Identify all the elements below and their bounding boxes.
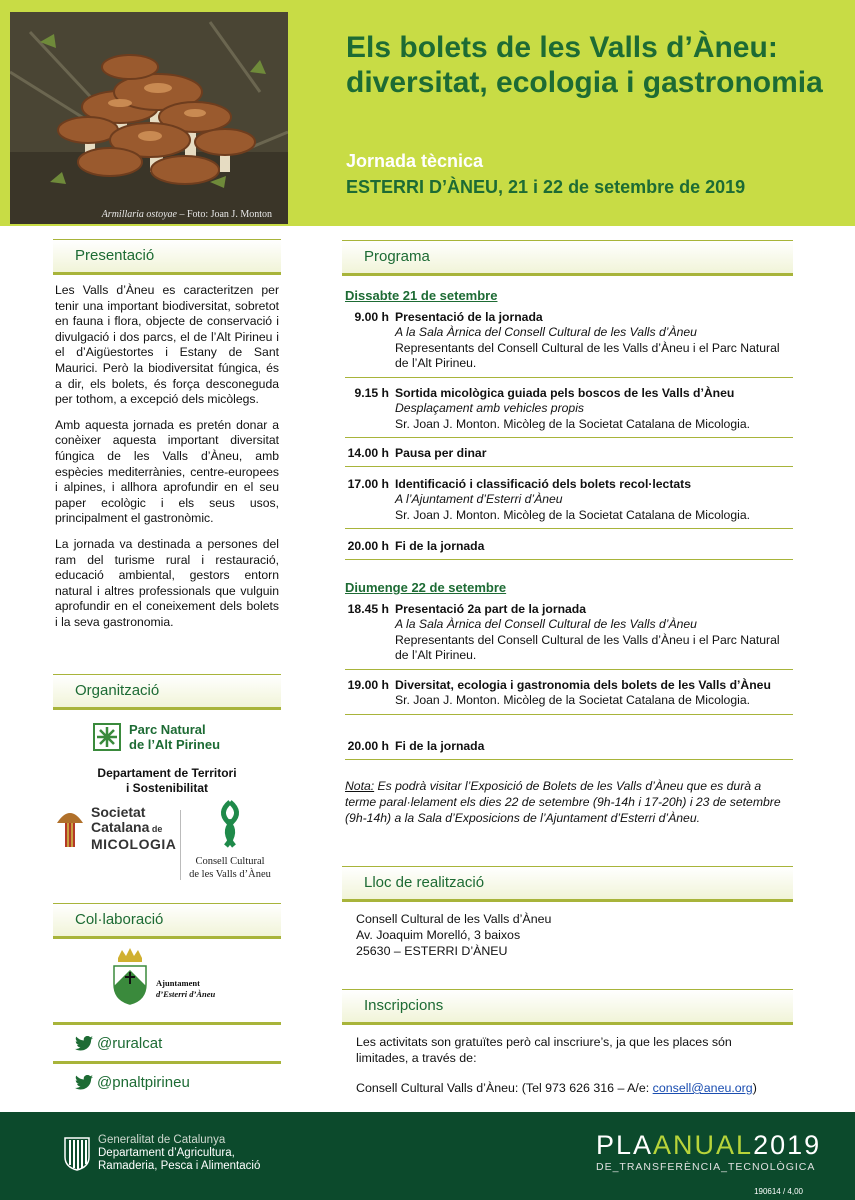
program-item: 9.00 h Presentació de la jornada A la Sala Àrnica del Consell Cultural de les Valls d’Àneu Representants del Consell Cultural de les Valls d’Àneu i el Parc Natural de l’Alt Pirineu. [345,310,793,378]
program-item: 20.00 h Fi de la jornada [345,739,793,760]
email-link[interactable]: consell@aneu.org [652,1081,753,1095]
divider [53,1022,281,1025]
twitter-pnaltpirineu-link[interactable]: @pnaltpirineu [75,1074,190,1091]
event-dates: ESTERRI D’ÀNEU, 21 i 22 de setembre de 2019 [346,177,746,197]
program-item: 19.00 h Diversitat, ecologia i gastronomia dels bolets de les Valls d’Àneu Sr. Joan J. Monton. Micòleg de la Societat Catalana de Micologia. [345,678,793,715]
generalitat-shield-icon [64,1137,90,1171]
section-header-lloc: Lloc de realització [342,866,793,902]
program-note: Nota: Es podrà visitar l’Exposició de Bolets de les Valls d’Àneu que es durà a terme paral·lelament els dies 22 de setembre (9h-14h i 17-20h) i 23 de setembre (9h-14h) a la Sala d’Exposicions de l’Ajuntament d’Esterri d’Àneu. [345,779,781,825]
parc-natural-icon [93,723,121,751]
twitter-icon [75,1075,93,1090]
program-item: 20.00 h Fi de la jornada [345,539,793,560]
header-banner [0,0,855,226]
twitter-ruralcat-link[interactable]: @ruralcat [75,1035,162,1052]
mushroom-illustration [10,12,288,224]
paragraph: Les Valls d’Àneu es caracteritzen per tenir una important biodiversitat, sobretot en fauna i flora, objecte de conservació i divulgació i dos parcs, el de l’Alt Pirineu i el d’Aigüestortes i Estany de Sant Maurici. Però la biodiversitat fúngica, és a dir, els bolets, és força desconeguda per tothom, a excepció dels micòlegs. [55,283,279,407]
registration-info: Les activitats son gratuïtes però cal inscriure’s, ja que les places són limitades, a través de: Consell Cultural Valls d’Àneu: (Tel 973 626 316 – A/e: consell@aneu.org) [356,1035,757,1095]
document-code: 190614 / 4,00 [754,1187,803,1196]
footer [0,1112,855,1200]
section-header-organitzacio: Organització [53,674,281,710]
program-item: 9.15 h Sortida micològica guiada pels boscos de les Valls d’Àneu Desplaçament amb vehicles propis Sr. Joan J. Monton. Micòleg de la Societat Catalana de Micologia. [345,386,793,438]
pla-anual-logo: PLAANUAL2019 DE_TRANSFERÈNCIA_TECNOLÒGICA [596,1130,822,1173]
program-item: 18.45 h Presentació 2a part de la jornada A la Sala Àrnica del Consell Cultural de les Valls d’Àneu Representants del Consell Cultural de les Valls d’Àneu i el Parc Natural de l’Alt Pirineu. [345,602,793,670]
event-type: Jornada tècnica [346,151,484,171]
ajuntament-shield-icon [110,946,150,1006]
day-heading-dissabte: Dissabte 21 de setembre [345,288,498,303]
societat-catalana-micologia-logo: Societat Catalana de MICOLOGIA [55,805,176,852]
section-header-inscripcions: Inscripcions [342,989,793,1025]
paragraph: La jornada va destinada a persones del ram del turisme rural i restauració, educació ambiental, gestors entorn natural i altres professionals que vulguin aprofundir en el coneixement dels bolets i la seva gastronomia. [55,536,279,629]
page-title: Els bolets de les Valls d’Àneu: diversitat, ecologia i gastronomia [346,31,823,99]
mushroom-photo [10,12,288,224]
venue-address: Consell Cultural de les Valls d’Àneu Av. Joaquim Morelló, 3 baixos 25630 – ESTERRI D’ÀNEU [356,912,552,958]
presentacio-text [55,283,279,640]
consell-cultural-logo: Consell Cultural de les Valls d’Àneu [180,800,280,881]
day-heading-diumenge: Diumenge 22 de setembre [345,580,507,595]
generalitat-logo: Generalitat de Catalunya Departament d’Agricultura, Ramaderia, Pesca i Alimentació [64,1134,260,1173]
section-header-presentacio: Presentació [53,239,281,275]
consell-cultural-icon [208,800,252,850]
program-item: 14.00 h Pausa per dinar [345,446,793,467]
ajuntament-logo: Ajuntament d’Esterri d’Àneu [110,946,215,1006]
program-item: 17.00 h Identificació i classificació dels bolets recol·lectats A l’Ajuntament d’Esterri d’Àneu Sr. Joan J. Monton. Micòleg de la Societat Catalana de Micologia. [345,477,793,529]
photo-caption: Armillaria ostoyae – Foto: Joan J. Monton [101,209,272,220]
twitter-icon [75,1036,93,1051]
departament-territori: Departament de Territori i Sostenibilitat [97,766,237,795]
paragraph: Amb aquesta jornada es pretén donar a conèixer aquesta important diversitat fúngica de les Valls d’Àneu, amb espècies mediterrànies, centre-europees i alpines, i allhora aprofundir en el seu paper ecològic i els seus usos, principalment el gastronòmic. [55,417,279,526]
divider [53,1061,281,1064]
socmic-mushroom-icon [55,807,85,851]
section-header-collaboracio: Col·laboració [53,903,281,939]
section-header-programa: Programa [342,240,793,276]
parc-natural-logo: Parc Natural de l’Alt Pirineu [93,722,220,752]
